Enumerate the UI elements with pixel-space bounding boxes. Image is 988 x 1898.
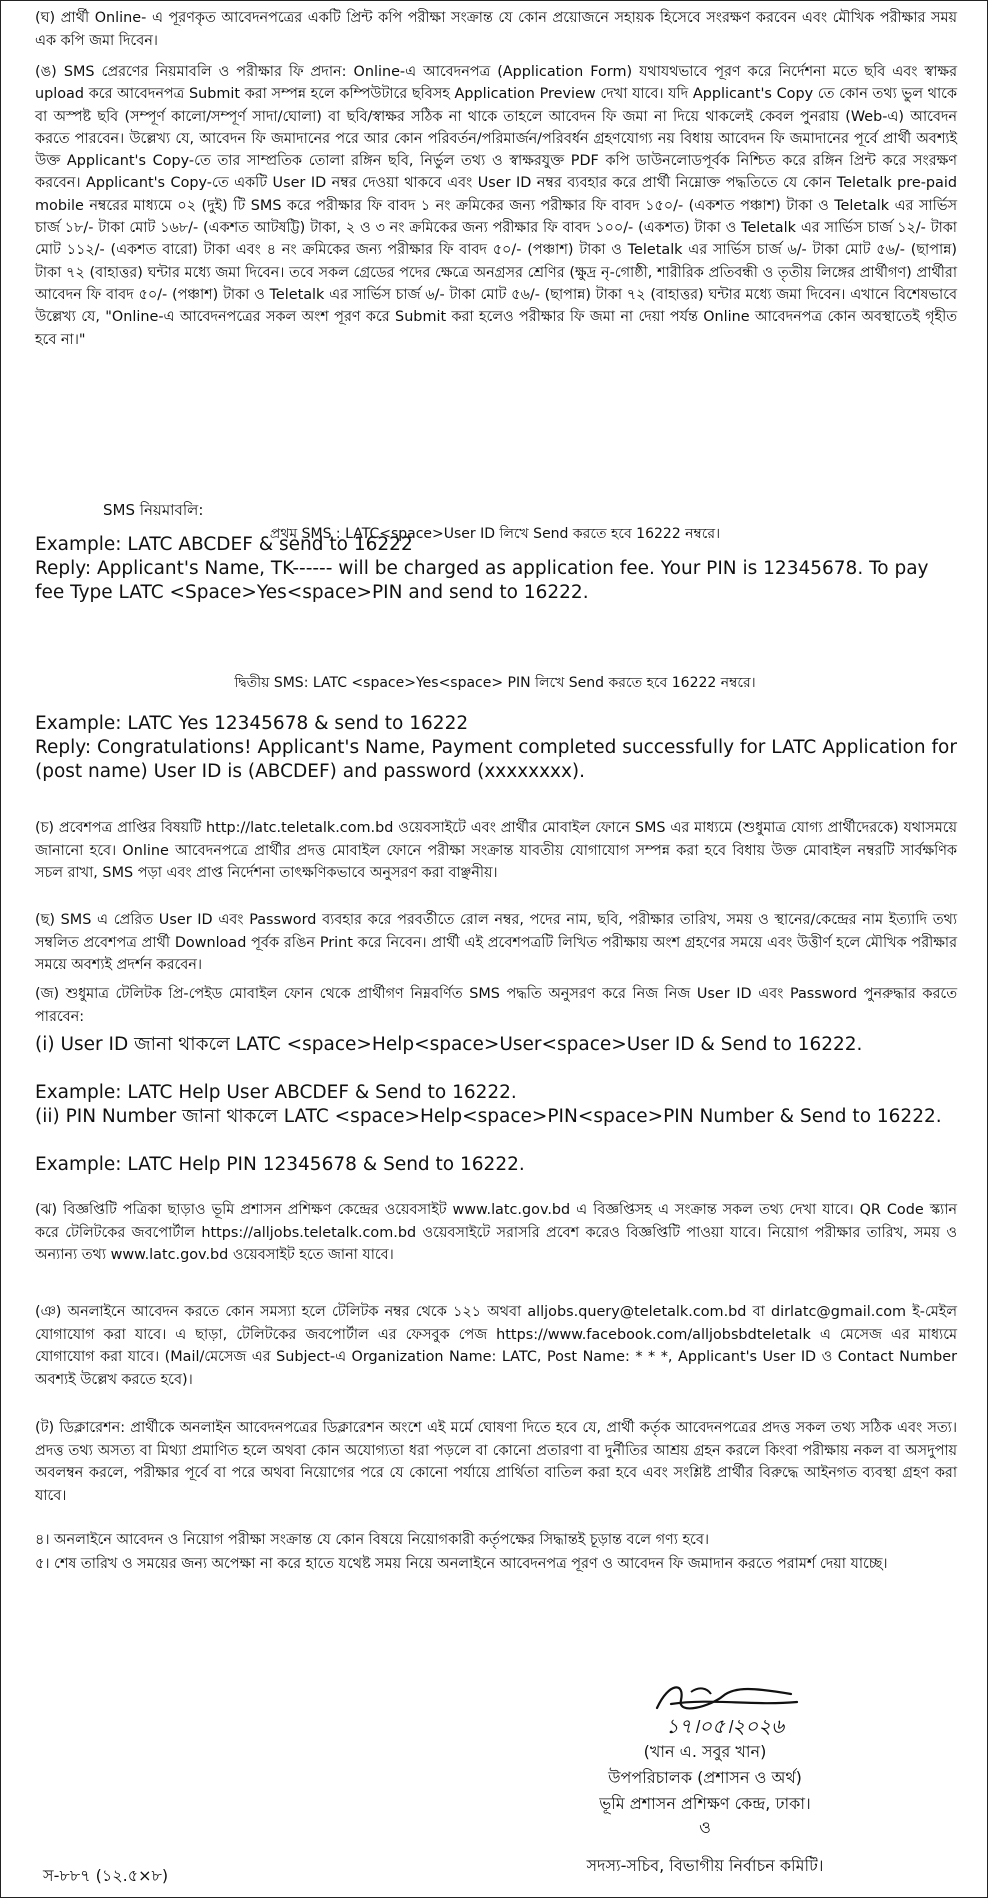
section-umo: (ঙ) SMS প্রেরণের নিয়মাবলি ও পরীক্ষার ফি প্রদান: Online-এ আবেদনপত্র (Application Form) যথাযথভাবে পূরণ করে নির্দেশনা মতে ছবি এবং স্বাক্ষর upload করে আবেদনপত্র Submit করা সম্পন্ন হলে কম্পিউটারে ছবিসহ Application Preview দেখা যাবে। যদি Applicant's Copy তে কোন তথ্য ভুল থাকে বা অস্পষ্ট ছবি (সম্পূর্ণ কালো/সম্পূর্ণ সাদা/ঘোলা) বা ছবি/স্বাক্ষর সঠিক না থাকে তাহলে আবেদন ফি জমা না দিয়ে থাকলেই কেবল পুনরায় (Web-এ) আবেদন করতে পারবেন। উল্লেখ্য যে, আবেদন ফি জমাদানের পরে আর কোন পরিবর্তন/পরিমার্জন/পরিবর্ধন গ্রহণযোগ্য নয় বিধায় আবেদন ফি জমাদানের পূর্বে প্রার্থী অবশ্যই উক্ত Applicant's Copy-তে তার সাম্প্রতিক তোলা রঙ্গিন ছবি, নির্ভুল তথ্য ও স্বাক্ষরযুক্ত PDF কপি ডাউনলোডপূর্বক নিশ্চিত করে রঙ্গিন প্রিন্ট করে সংরক্ষণ করবেন। Applicant's Copy-তে একটি User ID নম্বর দেওয়া থাকবে এবং User ID নম্বর ব্যবহার করে প্রার্থী নিম্নোক্ত পদ্ধতিতে যে কোন Teletalk pre-paid mobile নম্বরের মাধ্যমে ০২ (দুই) টি SMS করে পরীক্ষার ফি বাবদ ১ নং ক্রমিকের জন্য পরীক্ষার ফি বাবদ ১৫০/- (একশত পঞ্চাশ) টাকা ও Teletalk এর সার্ভিস চার্জ ১৮/- টাকা মোট ১৬৮/- (একশত আটষট্টি) টাকা, ২ ও ৩ নং ক্রমিকের জন্য পরীক্ষার ফি বাবদ ১০০/- (একশত) টাকা ও Teletalk এর সার্ভিস চার্জ ১২/- টাকা মোট ১১২/- (একশত বারো) টাকা এবং ৪ নং ক্রমিকের জন্য পরীক্ষার ফি বাবদ ৫০/- (পঞ্চাশ) টাকা ও Teletalk এর সার্ভিস চার্জ ৬/- টাকা মোট ৫৬/- (ছাপান্ন) টাকা ৭২ (বাহাত্তর) ঘন্টার মধ্যে জমা দিবেন। তবে সকল গ্রেডের পদের ক্ষেত্রে অনগ্রসর শ্রেণির (ক্ষুদ্র নৃ-গোষ্ঠী, শারীরিক প্রতিবন্ধী ও তৃতীয় লিঙ্গের প্রার্থীগণ) প্রার্থীরা আবেদন ফি বাবদ ৫০/- (পঞ্চাশ) টাকা ও Teletalk এর সার্ভিস চার্জ ৬/- টাকা মোট ৫৬/- (ছাপান্ন) টাকা ৭২ (বাহাত্তর) ঘন্টার মধ্যে জমা দিবেন। এখানে বিশেষভাবে উল্লেখ্য যে, "Online-এ আবেদনপত্রের সকল অংশ পূরণ করে Submit করা হলেও পরীক্ষার ফি জমা না দেয়া পর্যন্ত Online আবেদনপত্র কোন অবস্থাতেই গৃহীত হবে না।" bbox=[35, 64, 957, 348]
sms-reply-2: Reply: Congratulations! Applicant's Name, Payment completed successfully for LATC Application for (post name) User ID is (ABCDEF) and password (xxxxxxxx). bbox=[35, 737, 957, 782]
section-jha: (ঝ) বিজ্ঞপ্তিটি পত্রিকা ছাড়াও ভূমি প্রশাসন প্রশিক্ষণ কেন্দ্রের ওয়েবসাইট www.latc.gov.bd এ বিজ্ঞপ্তিসহ এ সংক্রান্ত সকল তথ্য দেখা যাবে। QR Code স্ক্যান করে টেলিটকের জবপোর্টাল https://alljobs.teletalk.com.bd ওয়েবসাইটে সরাসরি প্রবেশ করেও বিজ্ঞপ্তিটি পাওয়া যাবে। নিয়োগ পরীক্ষার তারিখ, সময় ও অন্যান্য তথ্য www.latc.gov.bd ওয়েবসাইট হতে জানা যাবে। bbox=[35, 1202, 957, 1264]
section-ja-intro: (জ) শুধুমাত্র টেলিটক প্রি-পেইড মোবাইল ফোন থেকে প্রার্থীগণ নিম্নবর্ণিত SMS পদ্ধতি অনুসরণ করে নিজ নিজ User ID এবং Password পুনরুদ্ধার করতে পারবেন: bbox=[35, 986, 957, 1025]
sms-second: দ্বিতীয় SMS: LATC <space>Yes<space> PIN লিখে Send করতে হবে 16222 নম্বরে। bbox=[234, 675, 756, 691]
section-ja-item-2: (ii) PIN Number জানা থাকলে LATC <space>Help<space>PIN<space>PIN Number & Send to 16222. bbox=[35, 1106, 942, 1127]
section-ja-item-1: (i) User ID জানা থাকলে LATC <space>Help<space>User<space>User ID & Send to 16222. bbox=[35, 1034, 863, 1055]
signatory-designation-1: উপপরিচালক (প্রশাসন ও অর্থ) bbox=[608, 1768, 802, 1787]
sms-first: প্রথম SMS : LATC<space>User ID লিখে Send করতে হবে 16222 নম্বরে। bbox=[269, 526, 721, 542]
signatory-and: ও bbox=[699, 1818, 711, 1837]
signatory-designation-3: সদস্য-সচিব, বিভাগীয় নির্বাচন কমিটি। bbox=[586, 1856, 824, 1875]
point-4: ৪। অনলাইনে আবেদন ও নিয়োগ পরীক্ষা সংক্রান্ত যে কোন বিষয়ে নিয়োগকারী কর্তৃপক্ষের সিদ্ধান্তই চূড়ান্ত বলে গণ্য হবে। bbox=[35, 1532, 709, 1548]
signatory-name: (খান এ. সবুর খান) bbox=[643, 1742, 767, 1761]
reference-number: স-৮৮৭ (১২.৫×৮) bbox=[43, 1866, 169, 1885]
section-ja-example-2: Example: LATC Help PIN 12345678 & Send to 16222. bbox=[35, 1154, 525, 1175]
section-cha: (চ) প্রবেশপত্র প্রাপ্তির বিষয়টি http://latc.teletalk.com.bd ওয়েবসাইটে এবং প্রার্থীর মোবাইল ফোনে SMS এর মাধ্যমে (শুধুমাত্র যোগ্য প্রার্থীদেরকে) যথাসময়ে জানানো হবে। Online আবেদনপত্রে প্রার্থীর প্রদত্ত মোবাইল ফোনে পরীক্ষা সংক্রান্ত যাবতীয় যোগাযোগ সম্পন্ন করা হবে বিধায় উক্ত মোবাইল নম্বরটি সার্বক্ষণিক সচল রাখা, SMS পড়া এবং প্রাপ্ত নির্দেশনা তাৎক্ষণিকভাবে অনুসরণ করা বাঞ্ছনীয়। bbox=[35, 820, 957, 882]
section-gha: (ঘ) প্রার্থী Online- এ পূরণকৃত আবেদনপত্রের একটি প্রিন্ট কপি পরীক্ষা সংক্রান্ত যে কোন প্রয়োজনে সহায়ক হিসেবে সংরক্ষণ করবেন এবং মৌখিক পরীক্ষার সময় এক কপি জমা দিবেন। bbox=[35, 10, 957, 49]
section-nya: (ঞ) অনলাইনে আবেদন করতে কোন সমস্যা হলে টেলিটক নম্বর থেকে ১২১ অথবা alljobs.query@teletalk.com.bd বা dirlatc@gmail.com ই-মেইল যোগাযোগ করা যাবে। এ ছাড়া, টেলিটকের জবপোর্টাল এর ফেসবুক পেজ https://www.facebook.com/alljobsbdteletalk এ মেসেজ এর মাধ্যমে যোগাযোগ করা যাবে। (Mail/মেসেজ এর Subject-এ Organization Name: LATC, Post Name: * * *, Applicant's User ID ও Contact Number অবশ্যই উল্লেখ করতে হবে)। bbox=[35, 1304, 957, 1388]
sms-heading: SMS নিয়মাবলি: bbox=[103, 501, 204, 519]
section-ja-example-1: Example: LATC Help User ABCDEF & Send to 16222. bbox=[35, 1082, 517, 1103]
section-chha: (ছ) SMS এ প্রেরিত User ID এবং Password ব্যবহার করে পরবর্তীতে রোল নম্বর, পদের নাম, ছবি, পরীক্ষার তারিখ, সময় ও স্থানের/কেন্দ্রের নাম ইত্যাদি তথ্য সম্বলিত প্রবেশপত্র প্রার্থী Download পূর্বক রঙিন Print করে নিবেন। প্রার্থী এই প্রবেশপত্রটি লিখিত পরীক্ষায় অংশ গ্রহণের সময়ে এবং উত্তীর্ণ হলে মৌখিক পরীক্ষার সময়ে অবশ্যই প্রদর্শন করবেন। bbox=[35, 912, 957, 974]
point-5: ৫। শেষ তারিখ ও সময়ের জন্য অপেক্ষা না করে হাতে যথেষ্ট সময় নিয়ে অনলাইনে আবেদনপত্র পূরণ ও আবেদন ফি জমাদান করতে পরামর্শ দেয়া যাচ্ছে। bbox=[35, 1556, 888, 1572]
sms-example-2: Example: LATC Yes 12345678 & send to 16222 bbox=[35, 713, 469, 734]
signature-date: ১৭।০৫।২০২৬ bbox=[665, 1714, 785, 1738]
sms-reply-1: Reply: Applicant's Name, TK------ will be charged as application fee. Your PIN is 12345678. To pay fee Type LATC <Space>Yes<space>PIN and send to 16222. bbox=[35, 558, 929, 603]
section-ta: (ট) ডিক্লারেশন: প্রার্থীকে অনলাইন আবেদনপত্রের ডিক্লারেশন অংশে এই মর্মে ঘোষণা দিতে হবে যে, প্রার্থী কর্তৃক আবেদনপত্রের প্রদত্ত সকল তথ্য সঠিক এবং সত্য। প্রদত্ত তথ্য অসত্য বা মিথ্যা প্রমাণিত হলে অথবা কোন অযোগ্যতা ধরা পড়লে বা কোনো প্রতারণা বা দুর্নীতির আশ্রয় গ্রহন করলে কিংবা পরীক্ষায় নকল বা অসদুপায় অবলম্বন করলে, পরীক্ষার পূর্বে বা পরে অথবা নিয়োগের পরে যে কোনো পর্যায়ে প্রার্থিতা বাতিল করা হবে এবং সংশ্লিষ্ট প্রার্থীর বিরুদ্ধে আইনগত ব্যবস্থা গ্রহণ করা যাবে। bbox=[35, 1420, 957, 1504]
sms-example-1: Example: LATC ABCDEF & send to 16222 bbox=[35, 534, 413, 555]
signatory-designation-2: ভূমি প্রশাসন প্রশিক্ষণ কেন্দ্র, ঢাকা। bbox=[599, 1794, 811, 1813]
